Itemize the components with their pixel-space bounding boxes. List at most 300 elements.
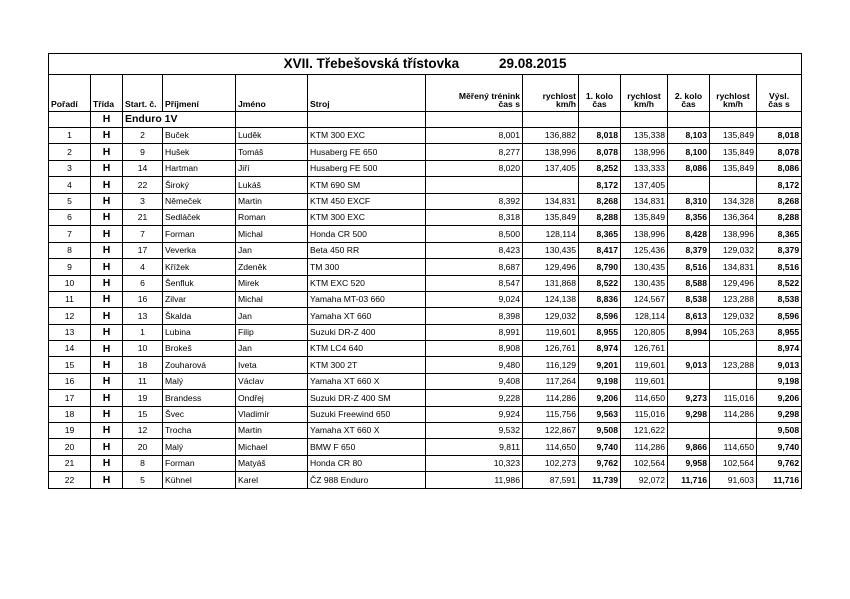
cell-vysledek: 8,379 (757, 242, 802, 258)
header-rychlost-a-line2: km/h (555, 99, 576, 110)
cell-kolo2: 9,013 (668, 357, 710, 373)
cell-trida: H (91, 193, 123, 209)
cell-trida: H (91, 324, 123, 340)
cell-poradi: 21 (49, 455, 91, 471)
cell-stroj: Yamaha XT 660 X (308, 373, 426, 389)
cell-vysledek: 9,298 (757, 406, 802, 422)
cell-kolo2: 8,538 (668, 291, 710, 307)
cell-jmeno: Mirek (236, 275, 308, 291)
cell-kolo1: 9,201 (579, 357, 621, 373)
cell-jmeno: Matyáš (236, 455, 308, 471)
cell-kolo2: 9,298 (668, 406, 710, 422)
cell-trida: H (91, 291, 123, 307)
cell-kolo2 (668, 423, 710, 439)
cell-rychlost-trening: 122,867 (523, 423, 579, 439)
cell-vysledek: 11,716 (757, 472, 802, 488)
cell-vysledek: 9,740 (757, 439, 802, 455)
cell-trida: H (91, 472, 123, 488)
cell-rychlost-kolo2: 123,288 (710, 291, 757, 307)
cell-trening: 8,001 (426, 128, 523, 144)
cell-rychlost-trening: 115,756 (523, 406, 579, 422)
cell-stroj: Suzuki DR-Z 400 (308, 324, 426, 340)
table-row (49, 128, 802, 144)
cell-poradi: 12 (49, 308, 91, 324)
cell-poradi: 8 (49, 242, 91, 258)
header-row (49, 75, 802, 112)
category-empty-cell (523, 112, 579, 128)
cell-trening: 9,532 (426, 423, 523, 439)
cell-rychlost-trening: 114,650 (523, 439, 579, 455)
cell-poradi: 11 (49, 291, 91, 307)
cell-poradi: 9 (49, 259, 91, 275)
cell-poradi: 20 (49, 439, 91, 455)
cell-start: 13 (123, 308, 163, 324)
cell-jmeno: Luděk (236, 128, 308, 144)
header-rychlost-b-line2: km/h (633, 99, 655, 110)
cell-rychlost-kolo1: 126,761 (621, 341, 668, 357)
header-kolo1 (579, 75, 621, 112)
cell-prijmeni: Trocha (163, 423, 236, 439)
cell-vysledek: 9,206 (757, 390, 802, 406)
cell-vysledek: 9,013 (757, 357, 802, 373)
table-row (49, 144, 802, 160)
cell-jmeno: Michael (236, 439, 308, 455)
table-row (49, 177, 802, 193)
cell-kolo1: 8,078 (579, 144, 621, 160)
header-trening-line2: čas s (498, 99, 520, 110)
cell-kolo1: 8,790 (579, 259, 621, 275)
cell-trening: 8,318 (426, 209, 523, 225)
cell-rychlost-kolo1: 119,601 (621, 373, 668, 389)
cell-trening: 9,024 (426, 291, 523, 307)
cell-kolo1: 8,836 (579, 291, 621, 307)
cell-trening: 8,423 (426, 242, 523, 258)
cell-vysledek: 8,288 (757, 209, 802, 225)
cell-kolo2 (668, 177, 710, 193)
cell-rychlost-kolo1: 135,849 (621, 209, 668, 225)
category-empty-cell (757, 112, 802, 128)
table-row (49, 209, 802, 225)
cell-prijmeni: Forman (163, 226, 236, 242)
cell-rychlost-kolo1: 114,650 (621, 390, 668, 406)
cell-jmeno: Martin (236, 423, 308, 439)
category-row (49, 112, 802, 128)
cell-vysledek: 8,955 (757, 324, 802, 340)
cell-kolo2 (668, 373, 710, 389)
cell-trida: H (91, 160, 123, 176)
cell-start: 16 (123, 291, 163, 307)
cell-jmeno: Lukáš (236, 177, 308, 193)
cell-jmeno: Jiří (236, 160, 308, 176)
cell-kolo2: 8,100 (668, 144, 710, 160)
cell-rychlost-kolo2 (710, 341, 757, 357)
cell-rychlost-kolo2: 123,288 (710, 357, 757, 373)
cell-rychlost-kolo1: 102,564 (621, 455, 668, 471)
cell-rychlost-kolo2: 135,849 (710, 128, 757, 144)
cell-prijmeni: Buček (163, 128, 236, 144)
cell-jmeno: Martin (236, 193, 308, 209)
table-row (49, 357, 802, 373)
cell-kolo1: 8,018 (579, 128, 621, 144)
cell-rychlost-kolo1: 114,286 (621, 439, 668, 455)
header-stroj: Stroj (308, 75, 426, 112)
header-rychlost-kolo2 (710, 75, 757, 112)
category-empty-cell (426, 112, 523, 128)
header-trening-line1: Měřený trénink (458, 90, 520, 101)
cell-trida: H (91, 423, 123, 439)
cell-prijmeni: Švec (163, 406, 236, 422)
cell-kolo1: 8,252 (579, 160, 621, 176)
cell-poradi: 14 (49, 341, 91, 357)
header-poradi: Pořadí (49, 75, 91, 112)
cell-start: 19 (123, 390, 163, 406)
cell-prijmeni: Škalda (163, 308, 236, 324)
header-rychlost-kolo1 (621, 75, 668, 112)
cell-rychlost-kolo2 (710, 177, 757, 193)
cell-poradi: 2 (49, 144, 91, 160)
cell-kolo1: 9,740 (579, 439, 621, 455)
cell-kolo2: 8,379 (668, 242, 710, 258)
cell-rychlost-trening: 129,032 (523, 308, 579, 324)
title-cell (49, 54, 802, 75)
header-vysl-line1: Výsl. (769, 90, 790, 101)
cell-start: 10 (123, 341, 163, 357)
cell-kolo1: 11,739 (579, 472, 621, 488)
cell-rychlost-kolo1: 119,601 (621, 357, 668, 373)
header-kolo2-line1: 2. kolo (674, 90, 703, 101)
cell-kolo2 (668, 341, 710, 357)
cell-prijmeni: Křížek (163, 259, 236, 275)
cell-poradi: 17 (49, 390, 91, 406)
cell-stroj: KTM 300 EXC (308, 209, 426, 225)
cell-start: 17 (123, 242, 163, 258)
cell-rychlost-kolo2 (710, 373, 757, 389)
cell-kolo1: 8,417 (579, 242, 621, 258)
category-empty-cell (579, 112, 621, 128)
cell-rychlost-trening: 87,591 (523, 472, 579, 488)
cell-trening: 9,924 (426, 406, 523, 422)
cell-rychlost-kolo1: 124,567 (621, 291, 668, 307)
cell-rychlost-kolo1: 133,333 (621, 160, 668, 176)
cell-vysledek: 8,516 (757, 259, 802, 275)
cell-jmeno: Zdeněk (236, 259, 308, 275)
cell-vysledek: 9,762 (757, 455, 802, 471)
cell-rychlost-kolo2: 105,263 (710, 324, 757, 340)
cell-kolo2: 9,866 (668, 439, 710, 455)
cell-trening: 10,323 (426, 455, 523, 471)
cell-prijmeni: Forman (163, 455, 236, 471)
cell-rychlost-kolo2: 135,849 (710, 160, 757, 176)
cell-vysledek: 8,974 (757, 341, 802, 357)
cell-poradi: 19 (49, 423, 91, 439)
cell-poradi: 22 (49, 472, 91, 488)
cell-trida: H (91, 439, 123, 455)
cell-jmeno: Jan (236, 341, 308, 357)
cell-stroj: Beta 450 RR (308, 242, 426, 258)
header-kolo1-line2: čas (592, 99, 607, 110)
cell-rychlost-trening: 102,273 (523, 455, 579, 471)
cell-trening: 8,547 (426, 275, 523, 291)
cell-trida: H (91, 128, 123, 144)
cell-trening: 9,811 (426, 439, 523, 455)
header-rychlost-a-line1: rychlost (542, 90, 576, 101)
cell-trida: H (91, 373, 123, 389)
cell-kolo2: 9,958 (668, 455, 710, 471)
cell-prijmeni: Zouharová (163, 357, 236, 373)
cell-stroj: ČZ 988 Enduro (308, 472, 426, 488)
cell-trening: 11,986 (426, 472, 523, 488)
header-prijmeni: Příjmení (163, 75, 236, 112)
cell-jmeno: Tomáš (236, 144, 308, 160)
cell-trida: H (91, 406, 123, 422)
cell-stroj: TM 300 (308, 259, 426, 275)
cell-jmeno: Vladimír (236, 406, 308, 422)
table-row (49, 291, 802, 307)
cell-rychlost-kolo1: 138,996 (621, 226, 668, 242)
cell-start: 2 (123, 128, 163, 144)
cell-prijmeni: Lubina (163, 324, 236, 340)
cell-jmeno: Ondřej (236, 390, 308, 406)
cell-rychlost-kolo1: 135,338 (621, 128, 668, 144)
cell-jmeno: Michal (236, 226, 308, 242)
cell-rychlost-kolo2: 115,016 (710, 390, 757, 406)
cell-rychlost-trening: 117,264 (523, 373, 579, 389)
cell-rychlost-kolo1: 134,831 (621, 193, 668, 209)
cell-trening: 9,228 (426, 390, 523, 406)
cell-rychlost-kolo2: 114,650 (710, 439, 757, 455)
cell-rychlost-kolo1: 128,114 (621, 308, 668, 324)
event-date: 29.08.2015 (498, 56, 567, 72)
category-empty-cell (668, 112, 710, 128)
cell-trida: H (91, 242, 123, 258)
category-empty-cell (710, 112, 757, 128)
cell-kolo2: 8,310 (668, 193, 710, 209)
cell-trida: H (91, 455, 123, 471)
cell-prijmeni: Kühnel (163, 472, 236, 488)
cell-rychlost-trening: 124,138 (523, 291, 579, 307)
cell-rychlost-kolo2 (710, 423, 757, 439)
cell-rychlost-trening: 131,868 (523, 275, 579, 291)
cell-trida: H (91, 209, 123, 225)
cell-rychlost-kolo2: 91,603 (710, 472, 757, 488)
cell-kolo2: 8,613 (668, 308, 710, 324)
cell-start: 21 (123, 209, 163, 225)
cell-start: 6 (123, 275, 163, 291)
cell-kolo1: 8,596 (579, 308, 621, 324)
cell-rychlost-kolo2: 135,849 (710, 144, 757, 160)
cell-kolo1: 8,288 (579, 209, 621, 225)
table-row (49, 308, 802, 324)
cell-kolo1: 8,522 (579, 275, 621, 291)
cell-start: 22 (123, 177, 163, 193)
header-kolo2 (668, 75, 710, 112)
cell-kolo1: 8,974 (579, 341, 621, 357)
cell-vysledek: 8,078 (757, 144, 802, 160)
cell-stroj: Husaberg FE 650 (308, 144, 426, 160)
cell-kolo1: 9,563 (579, 406, 621, 422)
cell-trida: H (91, 259, 123, 275)
header-rychlost-trening (523, 75, 579, 112)
cell-prijmeni: Hušek (163, 144, 236, 160)
cell-stroj: KTM 450 EXCF (308, 193, 426, 209)
cell-kolo1: 9,508 (579, 423, 621, 439)
cell-rychlost-trening: 126,761 (523, 341, 579, 357)
cell-rychlost-trening: 129,496 (523, 259, 579, 275)
category-empty-cell (308, 112, 426, 128)
cell-start: 7 (123, 226, 163, 242)
category-class: H (91, 112, 123, 128)
cell-start: 11 (123, 373, 163, 389)
table-row (49, 324, 802, 340)
cell-rychlost-kolo1: 120,805 (621, 324, 668, 340)
cell-trening: 8,687 (426, 259, 523, 275)
header-trida: Třída (91, 75, 123, 112)
cell-kolo2: 8,516 (668, 259, 710, 275)
cell-vysledek: 8,596 (757, 308, 802, 324)
cell-kolo2: 8,588 (668, 275, 710, 291)
cell-rychlost-kolo1: 137,405 (621, 177, 668, 193)
category-empty-cell (236, 112, 308, 128)
cell-jmeno: Filip (236, 324, 308, 340)
cell-trening: 8,908 (426, 341, 523, 357)
cell-rychlost-kolo1: 130,435 (621, 275, 668, 291)
table-row (49, 259, 802, 275)
cell-rychlost-kolo1: 115,016 (621, 406, 668, 422)
cell-prijmeni: Brokeš (163, 341, 236, 357)
cell-rychlost-kolo2: 129,496 (710, 275, 757, 291)
table-row (49, 406, 802, 422)
cell-trening: 8,020 (426, 160, 523, 176)
cell-kolo2: 8,086 (668, 160, 710, 176)
table-row (49, 275, 802, 291)
cell-rychlost-kolo1: 138,996 (621, 144, 668, 160)
cell-vysledek: 8,086 (757, 160, 802, 176)
title-row (49, 54, 802, 75)
cell-rychlost-trening: 136,882 (523, 128, 579, 144)
cell-rychlost-trening (523, 177, 579, 193)
table-row (49, 226, 802, 242)
cell-rychlost-kolo2: 138,996 (710, 226, 757, 242)
cell-kolo1: 8,365 (579, 226, 621, 242)
table-row (49, 472, 802, 488)
cell-prijmeni: Zilvar (163, 291, 236, 307)
cell-stroj: KTM LC4 640 (308, 341, 426, 357)
cell-prijmeni: Brandess (163, 390, 236, 406)
results-table (48, 53, 802, 489)
cell-kolo2: 9,273 (668, 390, 710, 406)
cell-vysledek: 8,522 (757, 275, 802, 291)
cell-rychlost-kolo2: 129,032 (710, 308, 757, 324)
table-row (49, 193, 802, 209)
cell-kolo1: 8,955 (579, 324, 621, 340)
cell-trida: H (91, 390, 123, 406)
table-row (49, 373, 802, 389)
cell-poradi: 15 (49, 357, 91, 373)
cell-rychlost-kolo2: 134,328 (710, 193, 757, 209)
header-kolo1-line1: 1. kolo (585, 90, 614, 101)
cell-kolo2: 8,356 (668, 209, 710, 225)
table-row (49, 439, 802, 455)
cell-rychlost-kolo2: 136,364 (710, 209, 757, 225)
cell-stroj: Husaberg FE 500 (308, 160, 426, 176)
cell-rychlost-trening: 138,996 (523, 144, 579, 160)
cell-trida: H (91, 144, 123, 160)
cell-jmeno: Karel (236, 472, 308, 488)
cell-rychlost-kolo1: 130,435 (621, 259, 668, 275)
cell-start: 18 (123, 357, 163, 373)
table-row (49, 341, 802, 357)
cell-kolo1: 8,172 (579, 177, 621, 193)
cell-vysledek: 8,172 (757, 177, 802, 193)
cell-stroj: KTM 690 SM (308, 177, 426, 193)
cell-rychlost-kolo1: 121,622 (621, 423, 668, 439)
cell-prijmeni: Veverka (163, 242, 236, 258)
cell-start: 14 (123, 160, 163, 176)
cell-trida: H (91, 226, 123, 242)
cell-trening: 8,500 (426, 226, 523, 242)
cell-poradi: 1 (49, 128, 91, 144)
header-rychlost-b-line1: rychlost (627, 90, 661, 101)
cell-stroj: Suzuki Freewind 650 (308, 406, 426, 422)
cell-start: 12 (123, 423, 163, 439)
page-title: XVII. Třebešovská třístovka (283, 56, 460, 72)
cell-trening: 9,408 (426, 373, 523, 389)
header-rychlost-c-line1: rychlost (716, 90, 750, 101)
cell-rychlost-trening: 134,831 (523, 193, 579, 209)
cell-stroj: BMW F 650 (308, 439, 426, 455)
cell-stroj: Yamaha MT-03 660 (308, 291, 426, 307)
cell-jmeno: Jan (236, 242, 308, 258)
category-name: Enduro 1V (123, 112, 236, 128)
cell-start: 1 (123, 324, 163, 340)
results-sheet (48, 53, 801, 489)
cell-rychlost-kolo1: 92,072 (621, 472, 668, 488)
cell-prijmeni: Malý (163, 373, 236, 389)
cell-vysledek: 9,198 (757, 373, 802, 389)
cell-rychlost-trening: 119,601 (523, 324, 579, 340)
cell-trening (426, 177, 523, 193)
cell-trening: 8,392 (426, 193, 523, 209)
cell-poradi: 16 (49, 373, 91, 389)
cell-vysledek: 9,508 (757, 423, 802, 439)
cell-jmeno: Václav (236, 373, 308, 389)
cell-start: 4 (123, 259, 163, 275)
cell-kolo1: 9,206 (579, 390, 621, 406)
cell-rychlost-kolo2: 102,564 (710, 455, 757, 471)
cell-vysledek: 8,365 (757, 226, 802, 242)
cell-kolo1: 8,268 (579, 193, 621, 209)
category-empty-cell (49, 112, 91, 128)
cell-vysledek: 8,018 (757, 128, 802, 144)
cell-rychlost-trening: 128,114 (523, 226, 579, 242)
cell-prijmeni: Němeček (163, 193, 236, 209)
cell-stroj: Suzuki DR-Z 400 SM (308, 390, 426, 406)
table-row (49, 160, 802, 176)
cell-stroj: KTM EXC 520 (308, 275, 426, 291)
cell-poradi: 4 (49, 177, 91, 193)
table-row (49, 390, 802, 406)
cell-start: 9 (123, 144, 163, 160)
cell-kolo1: 9,762 (579, 455, 621, 471)
cell-kolo2: 8,994 (668, 324, 710, 340)
cell-trida: H (91, 308, 123, 324)
cell-trida: H (91, 177, 123, 193)
cell-prijmeni: Široký (163, 177, 236, 193)
cell-trida: H (91, 275, 123, 291)
cell-stroj: Yamaha XT 660 (308, 308, 426, 324)
cell-poradi: 10 (49, 275, 91, 291)
cell-jmeno: Iveta (236, 357, 308, 373)
